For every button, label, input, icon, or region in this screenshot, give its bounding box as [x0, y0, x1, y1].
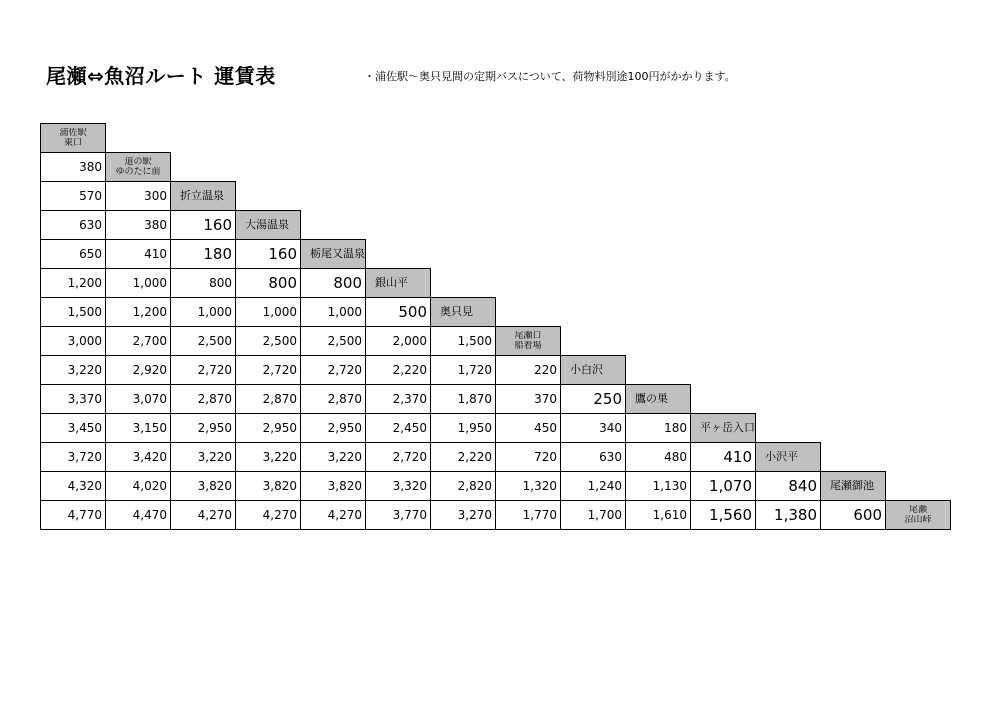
fare-table [40, 123, 951, 530]
fare-row [41, 211, 951, 240]
fare-cell: 3,820 [301, 472, 366, 501]
empty-cell [496, 240, 561, 269]
fare-cell: 2,370 [366, 385, 431, 414]
empty-cell [756, 327, 821, 356]
fare-cell: 480 [626, 443, 691, 472]
fare-cell: 2,700 [106, 327, 171, 356]
empty-cell [886, 356, 951, 385]
fare-cell: 3,820 [171, 472, 236, 501]
empty-cell [431, 182, 496, 211]
fare-cell: 2,870 [301, 385, 366, 414]
fare-cell: 2,950 [236, 414, 301, 443]
fare-cell: 4,320 [41, 472, 106, 501]
fare-cell: 4,270 [236, 501, 301, 530]
fare-cell: 800 [236, 269, 301, 298]
station-name-line: 沼山峠 [904, 515, 932, 525]
fare-cell: 2,920 [106, 356, 171, 385]
fare-cell: 3,220 [41, 356, 106, 385]
fare-cell: 180 [171, 240, 236, 269]
fare-row [41, 356, 951, 385]
empty-cell [626, 153, 691, 182]
empty-cell [431, 211, 496, 240]
empty-cell [821, 356, 886, 385]
empty-cell [821, 211, 886, 240]
empty-cell [886, 414, 951, 443]
fare-cell: 600 [821, 501, 886, 530]
fare-row [41, 327, 951, 356]
fare-cell: 1,770 [496, 501, 561, 530]
empty-cell [561, 182, 626, 211]
station-name-line: 栃尾又温泉 [310, 248, 365, 260]
fare-row [41, 501, 951, 530]
empty-cell [886, 211, 951, 240]
station-label [561, 356, 626, 385]
station-name-line: 銀山平 [375, 277, 408, 289]
empty-cell [626, 269, 691, 298]
fare-cell: 4,470 [106, 501, 171, 530]
station-label [691, 414, 756, 443]
empty-cell [886, 443, 951, 472]
fare-cell: 1,380 [756, 501, 821, 530]
fare-cell: 1,500 [431, 327, 496, 356]
fare-cell: 1,320 [496, 472, 561, 501]
empty-cell [756, 385, 821, 414]
fare-cell: 3,320 [366, 472, 431, 501]
fare-row [41, 182, 951, 211]
empty-cell [301, 211, 366, 240]
fare-cell: 1,560 [691, 501, 756, 530]
station-label [756, 443, 821, 472]
fare-row [41, 153, 951, 182]
fare-cell: 1,700 [561, 501, 626, 530]
station-label [366, 269, 431, 298]
empty-cell [366, 211, 431, 240]
station-name-line: 折立温泉 [180, 190, 224, 202]
empty-cell [886, 182, 951, 211]
empty-cell [691, 298, 756, 327]
fare-cell: 370 [496, 385, 561, 414]
empty-cell [561, 211, 626, 240]
fare-cell: 1,870 [431, 385, 496, 414]
empty-cell [886, 298, 951, 327]
empty-cell [496, 298, 561, 327]
fare-cell: 1,200 [106, 298, 171, 327]
empty-cell [366, 153, 431, 182]
fare-cell: 3,420 [106, 443, 171, 472]
empty-cell [496, 182, 561, 211]
fare-cell: 3,370 [41, 385, 106, 414]
empty-cell [756, 298, 821, 327]
fare-cell: 300 [106, 182, 171, 211]
empty-cell [756, 153, 821, 182]
station-name-line: ゆのたに前 [115, 167, 161, 177]
fare-cell: 4,770 [41, 501, 106, 530]
station-label [496, 327, 561, 356]
fare-row [41, 298, 951, 327]
empty-cell [821, 240, 886, 269]
empty-cell [236, 153, 301, 182]
fare-cell: 500 [366, 298, 431, 327]
fare-cell: 2,500 [301, 327, 366, 356]
fare-cell: 410 [691, 443, 756, 472]
fare-cell: 2,450 [366, 414, 431, 443]
fare-cell: 1,000 [301, 298, 366, 327]
empty-cell [756, 356, 821, 385]
fare-cell: 1,130 [626, 472, 691, 501]
fare-cell: 1,000 [171, 298, 236, 327]
fare-cell: 1,200 [41, 269, 106, 298]
fare-cell: 840 [756, 472, 821, 501]
station-label [301, 240, 366, 269]
fare-row [41, 124, 951, 153]
baggage-fee-note: ・浦佐駅～奥只見間の定期バスについて、荷物料別途100円がかかります。 [364, 70, 736, 83]
empty-cell [821, 385, 886, 414]
empty-cell [756, 414, 821, 443]
station-name-line: 尾瀬口 [514, 331, 542, 341]
station-name-line: 尾瀬御池 [830, 480, 874, 492]
fare-cell: 450 [496, 414, 561, 443]
fare-cell: 380 [41, 153, 106, 182]
empty-cell [301, 124, 366, 153]
empty-cell [171, 124, 236, 153]
station-name-line: 浦佐駅 [59, 128, 87, 138]
fare-row [41, 269, 951, 298]
empty-cell [821, 443, 886, 472]
empty-cell [756, 124, 821, 153]
fare-cell: 630 [41, 211, 106, 240]
station-name-line: 小白沢 [570, 364, 603, 376]
empty-cell [821, 298, 886, 327]
empty-cell [366, 124, 431, 153]
station-name-line: 小沢平 [765, 451, 798, 463]
empty-cell [756, 269, 821, 298]
empty-cell [626, 182, 691, 211]
fare-cell: 1,070 [691, 472, 756, 501]
station-name-line: 東口 [63, 138, 82, 148]
empty-cell [691, 182, 756, 211]
empty-cell [756, 211, 821, 240]
fare-cell: 2,500 [171, 327, 236, 356]
fare-cell: 2,950 [301, 414, 366, 443]
empty-cell [171, 153, 236, 182]
fare-row [41, 443, 951, 472]
station-label [171, 182, 236, 211]
station-name-line: 平ヶ岳入口 [700, 422, 755, 434]
fare-cell: 1,240 [561, 472, 626, 501]
fare-cell: 570 [41, 182, 106, 211]
fare-cell: 3,220 [171, 443, 236, 472]
empty-cell [496, 269, 561, 298]
fare-cell: 2,720 [301, 356, 366, 385]
empty-cell [756, 182, 821, 211]
fare-cell: 4,020 [106, 472, 171, 501]
fare-cell: 380 [106, 211, 171, 240]
empty-cell [301, 153, 366, 182]
station-label [821, 472, 886, 501]
station-name-line: 道の駅 [124, 157, 152, 167]
empty-cell [236, 124, 301, 153]
fare-cell: 2,820 [431, 472, 496, 501]
fare-cell: 3,820 [236, 472, 301, 501]
empty-cell [431, 153, 496, 182]
empty-cell [626, 240, 691, 269]
empty-cell [561, 298, 626, 327]
empty-cell [496, 124, 561, 153]
station-name-line: 尾瀬 [908, 505, 927, 515]
fare-cell: 3,450 [41, 414, 106, 443]
empty-cell [626, 356, 691, 385]
station-label [236, 211, 301, 240]
fare-cell: 3,270 [431, 501, 496, 530]
fare-cell: 4,270 [171, 501, 236, 530]
fare-row [41, 472, 951, 501]
empty-cell [886, 327, 951, 356]
empty-cell [691, 327, 756, 356]
empty-cell [366, 182, 431, 211]
empty-cell [301, 182, 366, 211]
empty-cell [431, 269, 496, 298]
empty-cell [821, 124, 886, 153]
empty-cell [886, 124, 951, 153]
empty-cell [691, 385, 756, 414]
fare-cell: 2,720 [366, 443, 431, 472]
empty-cell [561, 240, 626, 269]
empty-cell [691, 211, 756, 240]
empty-cell [886, 269, 951, 298]
fare-cell: 1,950 [431, 414, 496, 443]
fare-cell: 2,950 [171, 414, 236, 443]
empty-cell [236, 182, 301, 211]
empty-cell [886, 153, 951, 182]
empty-cell [821, 327, 886, 356]
fare-cell: 2,500 [236, 327, 301, 356]
fare-cell: 2,220 [431, 443, 496, 472]
fare-cell: 1,000 [236, 298, 301, 327]
station-label [431, 298, 496, 327]
fare-cell: 160 [236, 240, 301, 269]
station-name-line: 鷹の巣 [635, 393, 668, 405]
empty-cell [561, 327, 626, 356]
fare-cell: 160 [171, 211, 236, 240]
page-title: 尾瀬⇔魚沼ルート 運賃表 [46, 64, 276, 88]
fare-cell: 180 [626, 414, 691, 443]
fare-cell: 3,720 [41, 443, 106, 472]
fare-cell: 800 [301, 269, 366, 298]
fare-cell: 2,720 [171, 356, 236, 385]
fare-row [41, 240, 951, 269]
fare-cell: 2,720 [236, 356, 301, 385]
fare-row [41, 414, 951, 443]
fare-cell: 3,070 [106, 385, 171, 414]
empty-cell [561, 124, 626, 153]
fare-cell: 2,220 [366, 356, 431, 385]
station-label [626, 385, 691, 414]
fare-cell: 630 [561, 443, 626, 472]
fare-cell: 250 [561, 385, 626, 414]
fare-cell: 220 [496, 356, 561, 385]
fare-cell: 720 [496, 443, 561, 472]
fare-row [41, 385, 951, 414]
empty-cell [691, 356, 756, 385]
fare-table-body [41, 124, 951, 530]
empty-cell [886, 240, 951, 269]
empty-cell [821, 182, 886, 211]
empty-cell [496, 211, 561, 240]
fare-cell: 3,770 [366, 501, 431, 530]
fare-cell: 1,500 [41, 298, 106, 327]
fare-cell: 3,150 [106, 414, 171, 443]
empty-cell [431, 240, 496, 269]
empty-cell [366, 240, 431, 269]
empty-cell [821, 269, 886, 298]
empty-cell [626, 298, 691, 327]
fare-cell: 3,000 [41, 327, 106, 356]
fare-cell: 1,720 [431, 356, 496, 385]
empty-cell [691, 153, 756, 182]
empty-cell [626, 211, 691, 240]
empty-cell [756, 240, 821, 269]
fare-cell: 2,870 [236, 385, 301, 414]
fare-cell: 2,000 [366, 327, 431, 356]
empty-cell [106, 124, 171, 153]
fare-cell: 340 [561, 414, 626, 443]
fare-cell: 650 [41, 240, 106, 269]
empty-cell [691, 269, 756, 298]
station-name-line: 奥只見 [440, 306, 473, 318]
fare-cell: 3,220 [236, 443, 301, 472]
empty-cell [431, 124, 496, 153]
station-name-line: 船着場 [514, 341, 542, 351]
empty-cell [886, 385, 951, 414]
fare-cell: 4,270 [301, 501, 366, 530]
empty-cell [561, 269, 626, 298]
empty-cell [821, 414, 886, 443]
fare-cell: 2,870 [171, 385, 236, 414]
station-label [886, 501, 951, 530]
empty-cell [691, 240, 756, 269]
fare-cell: 1,000 [106, 269, 171, 298]
empty-cell [886, 472, 951, 501]
fare-cell: 3,220 [301, 443, 366, 472]
empty-cell [626, 327, 691, 356]
fare-cell: 1,610 [626, 501, 691, 530]
station-label [41, 124, 106, 153]
empty-cell [691, 124, 756, 153]
empty-cell [626, 124, 691, 153]
fare-cell: 410 [106, 240, 171, 269]
station-name-line: 大湯温泉 [245, 219, 289, 231]
empty-cell [561, 153, 626, 182]
empty-cell [821, 153, 886, 182]
fare-cell: 800 [171, 269, 236, 298]
station-label [106, 153, 171, 182]
empty-cell [496, 153, 561, 182]
